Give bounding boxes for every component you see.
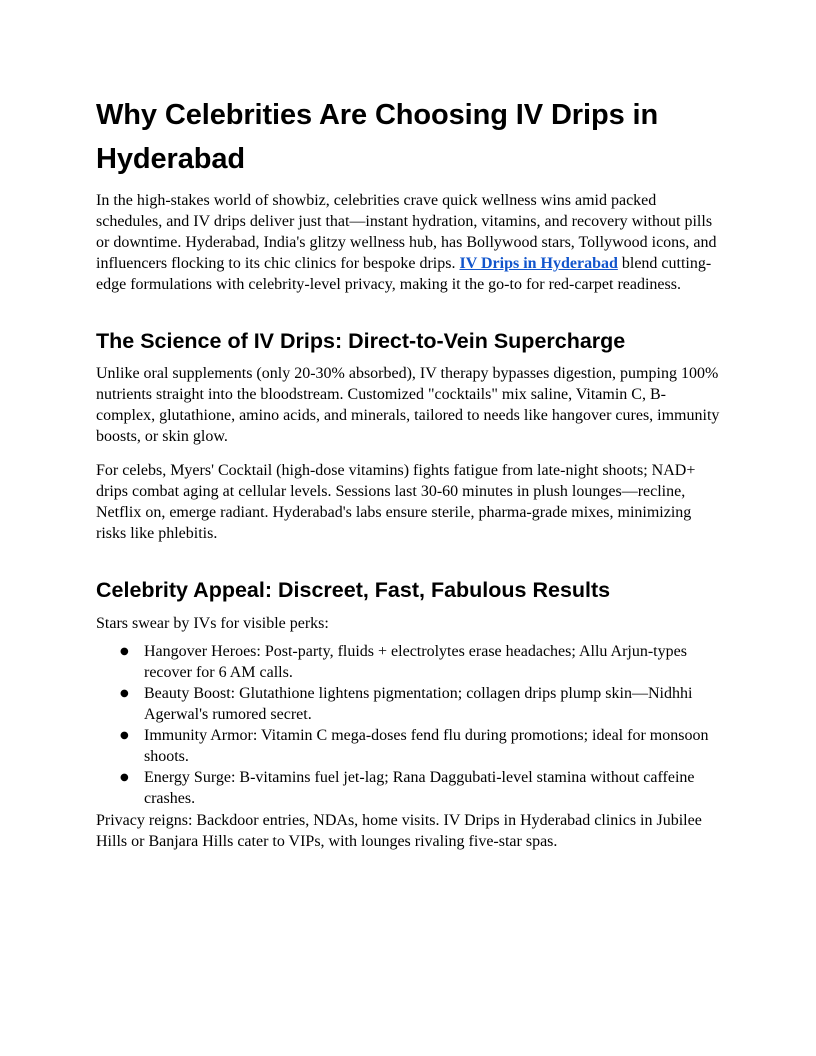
- page-title: Why Celebrities Are Choosing IV Drips in Hyderabad: [96, 99, 659, 175]
- privacy-paragraph: Privacy reigns: Backdoor entries, NDAs, home visits. IV Drips in Hyderabad clinics in Jubilee Hills or Banjara Hills cater to VIPs, with lounges rivaling five-star spas.: [96, 812, 702, 850]
- list-item-text: Beauty Boost: Glutathione lightens pigmentation; collagen drips plump skin—Nidhhi Agerwal's rumored secret.: [144, 685, 693, 723]
- bullet-icon: ●: [120, 688, 129, 699]
- list-item-text: Immunity Armor: Vitamin C mega-doses fend flu during promotions; ideal for monsoon shoots.: [144, 727, 709, 765]
- science-heading: The Science of IV Drips: Direct-to-Vein Supercharge: [96, 329, 626, 353]
- appeal-lead-paragraph: Stars swear by IVs for visible perks:: [96, 615, 329, 632]
- list-item: [120, 725, 720, 767]
- intro-text-before-link: In the high-stakes world of showbiz, celebrities crave quick wellness wins amid packed schedules, and IV drips deliver just that—instant hydration, vitamins, and recovery without pills or downtime. Hyderabad, India's glitzy wellness hub, has Bollywood stars, Tollywood icons, and influencers flocking to its chic clinics for bespoke drips.: [96, 192, 717, 272]
- science-paragraph-1: Unlike oral supplements (only 20-30% absorbed), IV therapy bypasses digestion, pumping 100% nutrients straight into the bloodstream. Customized "cocktails" mix saline, Vitamin C, B-complex, glutathione, amino acids, and minerals, tailored to needs like hangover cures, immunity boosts, or skin glow.: [96, 365, 720, 445]
- intro-text-after-link: blend cutting-edge formulations with celebrity-level privacy, making it the go-to for red-carpet readiness.: [96, 255, 712, 293]
- list-item: [120, 767, 720, 809]
- intro-paragraph: [96, 190, 720, 295]
- bullet-icon: ●: [120, 772, 129, 783]
- list-item: [120, 683, 720, 725]
- list-item-text: Hangover Heroes: Post-party, fluids + electrolytes erase headaches; Allu Arjun-types recover for 6 AM calls.: [144, 643, 687, 681]
- list-item-text: Energy Surge: B-vitamins fuel jet-lag; Rana Daggubati-level stamina without caffeine crashes.: [144, 769, 695, 807]
- appeal-heading: Celebrity Appeal: Discreet, Fast, Fabulous Results: [96, 578, 611, 602]
- iv-drips-hyderabad-link[interactable]: IV Drips in Hyderabad: [459, 255, 618, 272]
- bullet-icon: ●: [120, 646, 129, 657]
- list-item: [120, 641, 720, 683]
- science-paragraph-2: For celebs, Myers' Cocktail (high-dose vitamins) fights fatigue from late-night shoots; NAD+ drips combat aging at cellular levels. Sessions last 30-60 minutes in plush lounges—recline, Netflix on, emerge radiant. Hyderabad's labs ensure sterile, pharma-grade mixes, minimizing risks like phlebitis.: [96, 462, 696, 542]
- perks-list: [96, 641, 720, 809]
- document-page: [96, 0, 720, 852]
- bullet-icon: ●: [120, 730, 129, 741]
